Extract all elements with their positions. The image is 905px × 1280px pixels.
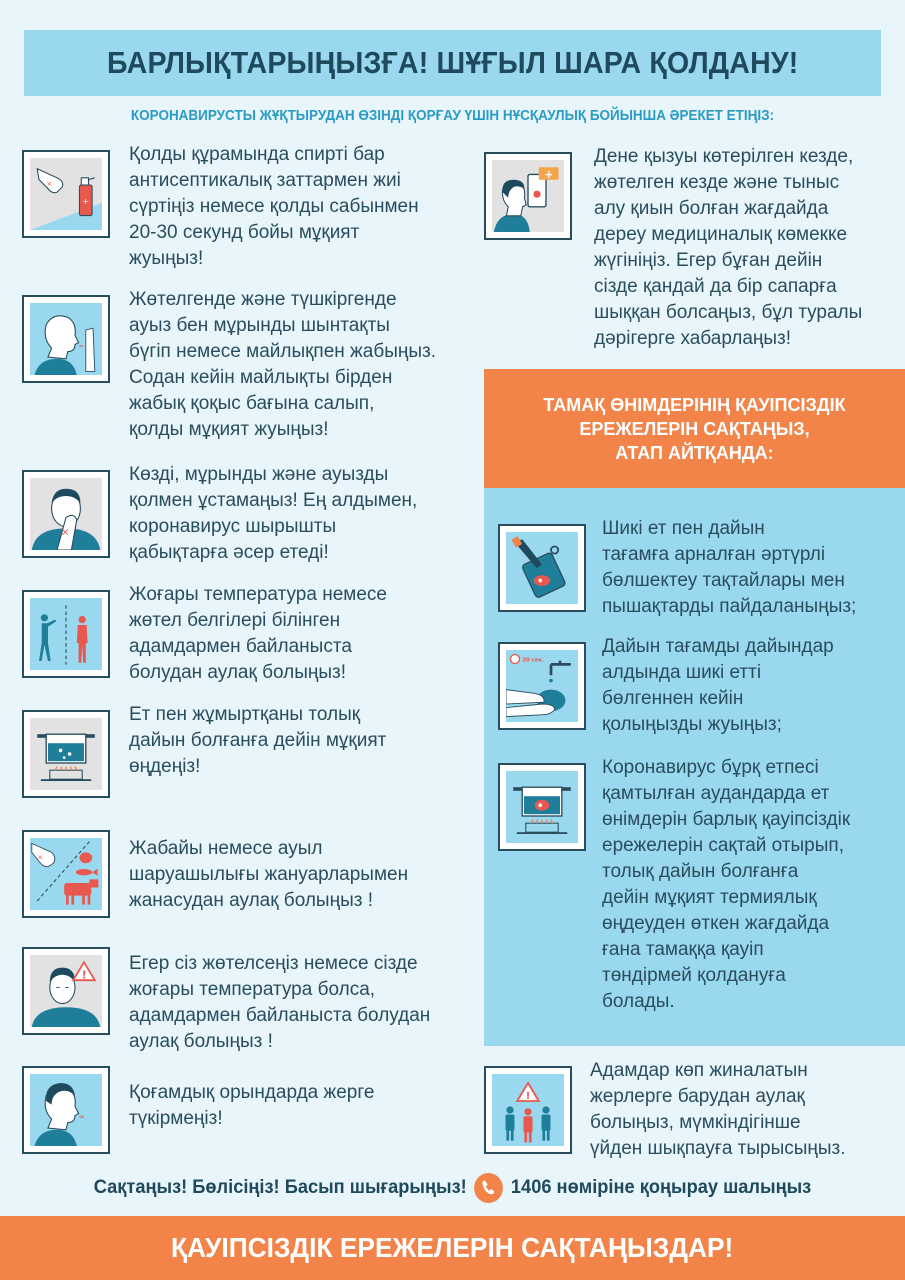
animals-icon xyxy=(22,830,110,918)
distance-icon xyxy=(22,590,110,678)
svg-text:×: × xyxy=(60,525,70,539)
instruction-text: Қоғамдық орындарда жерге түкірмеңіз! xyxy=(129,1082,375,1129)
title-banner xyxy=(24,30,881,96)
touch-face-icon xyxy=(22,470,110,558)
bottom-banner-text: ҚАУІПСІЗДІК ЕРЕЖЕЛЕРІН САҚТАҢЫЗДАР! xyxy=(171,1232,734,1263)
food-instruction-text: Дайын тағамды дайындар алдында шикі етті бөлгеннен кейін қолыңызды жуыңыз; xyxy=(602,636,834,735)
cutting-board-icon xyxy=(498,524,586,612)
page-title: БАРЛЫҚТАРЫҢЫЗҒА! ШҰҒЫЛ ШАРА ҚОЛДАНУ! xyxy=(106,45,799,80)
svg-text:!: ! xyxy=(81,968,87,982)
bottom-banner xyxy=(0,1216,905,1280)
instruction-text: Көзді, мұрынды және ауызды қолмен ұстамаңыз! Ең алдымен, коронавирус шырышты қабықтарға әсер етеді! xyxy=(129,464,418,563)
svg-text:!: ! xyxy=(525,1091,531,1103)
food-list-item xyxy=(498,518,857,620)
wash-hands-icon xyxy=(498,642,586,730)
list-item xyxy=(22,144,419,272)
list-item xyxy=(22,1066,374,1154)
food-list-item xyxy=(498,636,834,738)
instruction-text: Қолды құрамында спирті бар антисептикалық заттармен жиі сүртіңіз немесе қолды сабынмен 20-30 секунд бойы мұқият жуыңыз! xyxy=(129,144,419,269)
list-item xyxy=(22,289,437,443)
footer-slogan-line xyxy=(18,1173,887,1203)
svg-text:×: × xyxy=(46,178,53,188)
instruction-text: Ет пен жұмыртқаны толық дайын болғанға дейін мұқият өңдеңіз! xyxy=(129,704,387,777)
timer-label: 20 сек. xyxy=(522,657,545,664)
page-subtitle: КОРОНАВИРУСТЫ ЖҰҚТЫРУДАН ӨЗІНДІ ҚОРҒАУ ҮШІН НҰСҚАУЛЫҚ БОЙЫНША ӘРЕКЕТ ЕТІҢІЗ: xyxy=(130,108,775,124)
food-safety-heading xyxy=(484,369,905,488)
phone-icon xyxy=(474,1173,503,1203)
hotline-text: 1406 нөміріне қоңырау шалыңыз xyxy=(510,1177,812,1198)
svg-text:≈: ≈ xyxy=(78,1112,85,1121)
list-item xyxy=(484,146,863,352)
fever-warning-icon xyxy=(22,947,110,1035)
list-item xyxy=(22,464,418,566)
instruction-text: Жабайы немесе ауыл шаруашылығы жануарларымен жанасудан аулақ болыңыз ! xyxy=(129,838,409,911)
food-instruction-text: Коронавирус бұрқ етпесі қамтылған аудандарда ет өнімдерін барлық қауіпсіздік ережелерін сақтай отырып, толық дайын болғанға дейін мұқият термиялық өңдеуден өткен жағдайда ғана тамаққа қауіп төндірмей қолдануға болады. xyxy=(602,757,851,1012)
food-instruction-text: Шикі ет пен дайын тағамға арналған әртүрлі бөлшектеу тақтайлары мен пышақтарды пайдаланыңыз; xyxy=(602,518,857,617)
cough-tissue-icon xyxy=(22,295,110,383)
svg-text:×: × xyxy=(37,852,44,862)
list-item xyxy=(22,584,387,686)
footer-slogan: Сақтаңыз! Бөлісіңіз! Басып шығарыңыз! xyxy=(93,1177,467,1198)
hand-sanitizer-icon xyxy=(22,150,110,238)
boiling-pot-icon xyxy=(22,710,110,798)
crowd-warning-icon xyxy=(484,1066,572,1154)
no-spit-icon xyxy=(22,1066,110,1154)
food-list-item xyxy=(498,757,851,1015)
instruction-text: Дене қызуы көтерілген кезде, жөтелген кезде және тыныс алу қиын болған жағдайда дереу медициналық көмекке жүгініңіз. Егер бұған дейін сізде қандай да бір сапарға шыққан болсаңыз, бұл туралы дәрігерге хабарлаңыз! xyxy=(594,146,863,349)
call-doctor-icon xyxy=(484,152,572,240)
svg-text:+: + xyxy=(82,195,89,206)
food-safety-title: ТАМАҚ ӨНІМДЕРІНІҢ ҚАУІПСІЗДІК ЕРЕЖЕЛЕРІН САҚТАҢЫЗ, АТАП АЙТҚАНДА: xyxy=(543,394,846,463)
list-item xyxy=(484,1060,846,1162)
cooking-meat-icon xyxy=(498,763,586,851)
svg-text:+: + xyxy=(544,168,554,181)
svg-text:≈: ≈ xyxy=(78,343,84,350)
list-item xyxy=(22,704,387,798)
instruction-text: Егер сіз жөтелсеңіз немесе сізде жоғары температура болса, адамдармен байланыста болудан аулақ болыңыз ! xyxy=(129,953,431,1052)
instruction-text: Жоғары температура немесе жөтел белгілері білінген адамдармен байланыста болудан аулақ болыңыз! xyxy=(129,584,387,683)
instruction-text: Жөтелгенде және түшкіргенде ауыз бен мұрынды шынтақты бүгіп немесе майлықпен жабыңыз. Содан кейін майлықты бірден жабық қоқыс бағына салып, қолды мұқият жуыңыз! xyxy=(129,289,437,440)
list-item xyxy=(22,947,430,1055)
list-item xyxy=(22,830,408,918)
instruction-text: Адамдар көп жиналатын жерлерге барудан аулақ болыңыз, мүмкіндігінше үйден шықпауға тырысыңыз. xyxy=(590,1060,846,1159)
